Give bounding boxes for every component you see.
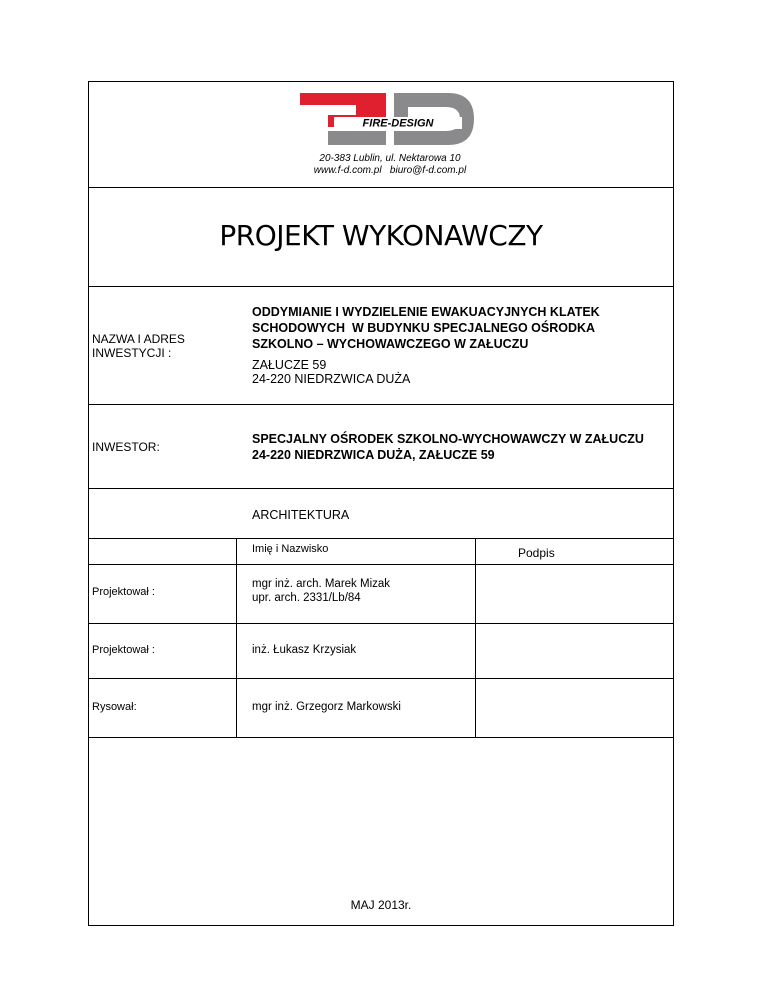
divider bbox=[88, 286, 674, 287]
title-sheet-frame bbox=[88, 81, 674, 926]
divider bbox=[88, 564, 674, 565]
logo-wordmark: FIRE-DESIGN bbox=[362, 117, 434, 130]
company-address: 20-383 Lublin, ul. Nektarowa 10 bbox=[319, 153, 461, 164]
column-header-signature: Podpis bbox=[518, 546, 555, 560]
row-role: Projektował : bbox=[92, 644, 155, 656]
investment-address: ZAŁUCZE 59 24-220 NIEDRZWICA DUŻA bbox=[252, 358, 411, 386]
fire-design-logo bbox=[298, 91, 478, 147]
investor-label: INWESTOR: bbox=[92, 440, 160, 454]
row-person: inż. Łukasz Krzysiak bbox=[252, 644, 357, 656]
divider bbox=[88, 678, 674, 679]
divider bbox=[88, 404, 674, 405]
row-role: Rysował: bbox=[92, 701, 137, 713]
divider bbox=[88, 737, 674, 738]
page-title: PROJEKT WYKONAWCZY bbox=[219, 219, 543, 252]
column-header-name: Imię i Nazwisko bbox=[252, 543, 329, 555]
row-person: mgr inż. Grzegorz Markowski bbox=[252, 701, 401, 713]
divider bbox=[88, 187, 674, 188]
discipline: ARCHITEKTURA bbox=[252, 508, 350, 522]
row-person: mgr inż. arch. Marek Mizak upr. arch. 2331/Lb/84 bbox=[252, 578, 391, 604]
table-column-divider bbox=[236, 538, 237, 737]
company-contact: www.f-d.com.pl biuro@f-d.com.pl bbox=[313, 165, 467, 176]
divider bbox=[88, 623, 674, 624]
investment-label: NAZWA I ADRES INWESTYCJI : bbox=[92, 332, 185, 360]
investor-value: SPECJALNY OŚRODEK SZKOLNO-WYCHOWAWCZY W ZAŁUCZU 24-220 NIEDRZWICA DUŻA, ZAŁUCZE 59 bbox=[252, 432, 644, 462]
investment-name: ODDYMIANIE I WYDZIELENIE EWAKUACYJNYCH KLATEK SCHODOWYCH W BUDYNKU SPECJALNEGO OŚRODKA SZKOLNO – WYCHOWAWCZEGO W ZAŁUCZU bbox=[252, 305, 600, 351]
table-column-divider bbox=[475, 538, 476, 737]
document-date: MAJ 2013r. bbox=[350, 898, 412, 912]
row-role: Projektował : bbox=[92, 586, 155, 598]
divider bbox=[88, 538, 674, 539]
divider bbox=[88, 488, 674, 489]
